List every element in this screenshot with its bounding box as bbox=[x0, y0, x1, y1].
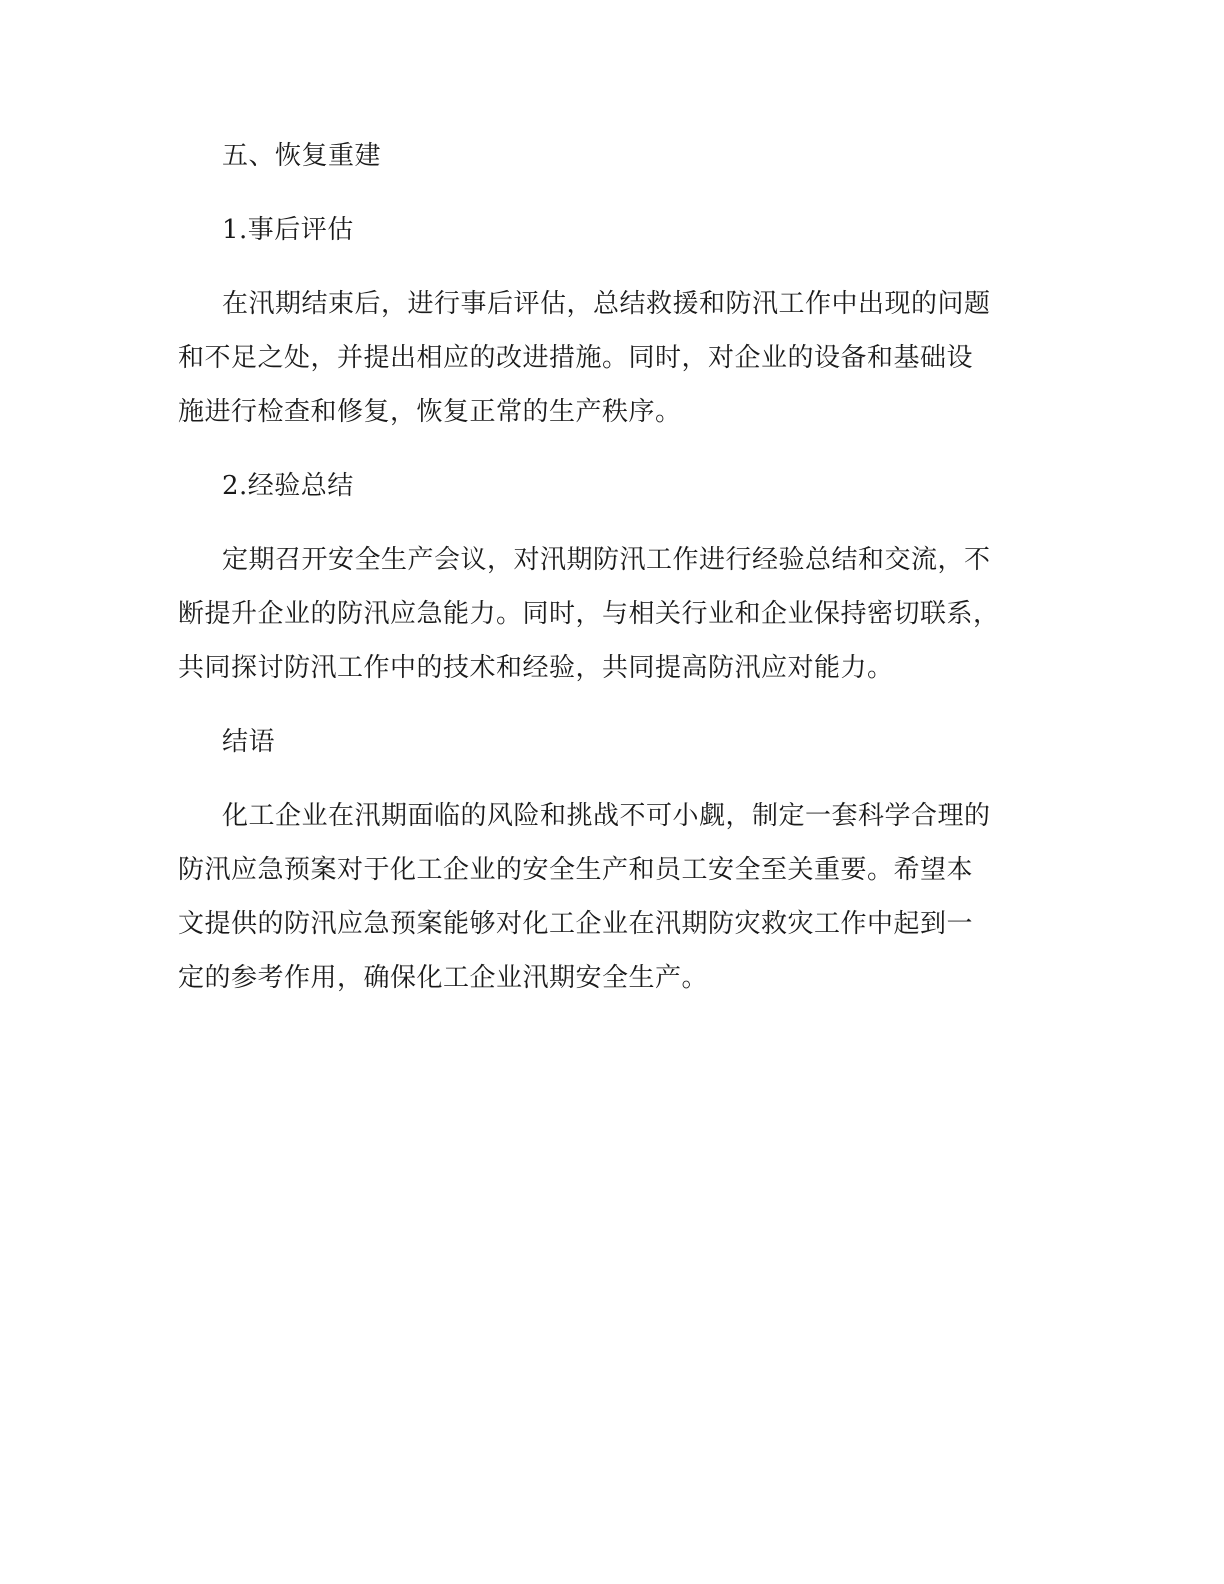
paragraph-line: 和不足之处，并提出相应的改进措施。同时，对企业的设备和基础设 bbox=[178, 343, 974, 373]
section-heading-recovery: 五、恢复重建 bbox=[222, 141, 382, 171]
subheading-experience-summary: 2.经验总结 bbox=[222, 471, 354, 501]
subheading-post-assessment: 1.事后评估 bbox=[222, 215, 354, 245]
paragraph-line: 共同探讨防汛工作中的技术和经验，共同提高防汛应对能力。 bbox=[178, 653, 894, 683]
paragraph-line: 文提供的防汛应急预案能够对化工企业在汛期防灾救灾工作中起到一 bbox=[178, 909, 974, 939]
paragraph-line: 在汛期结束后，进行事后评估，总结救援和防汛工作中出现的问题 bbox=[222, 289, 991, 319]
paragraph-line: 化工企业在汛期面临的风险和挑战不可小觑，制定一套科学合理的 bbox=[222, 801, 991, 831]
paragraph-line: 断提升企业的防汛应急能力。同时，与相关行业和企业保持密切联系， bbox=[178, 599, 1000, 629]
paragraph-line: 施进行检查和修复，恢复正常的生产秩序。 bbox=[178, 397, 682, 427]
paragraph-line: 定的参考作用，确保化工企业汛期安全生产。 bbox=[178, 963, 709, 993]
paragraph-line: 定期召开安全生产会议，对汛期防汛工作进行经验总结和交流，不 bbox=[222, 545, 991, 575]
paragraph-line: 防汛应急预案对于化工企业的安全生产和员工安全至关重要。希望本 bbox=[178, 855, 974, 885]
section-heading-conclusion: 结语 bbox=[222, 727, 276, 757]
